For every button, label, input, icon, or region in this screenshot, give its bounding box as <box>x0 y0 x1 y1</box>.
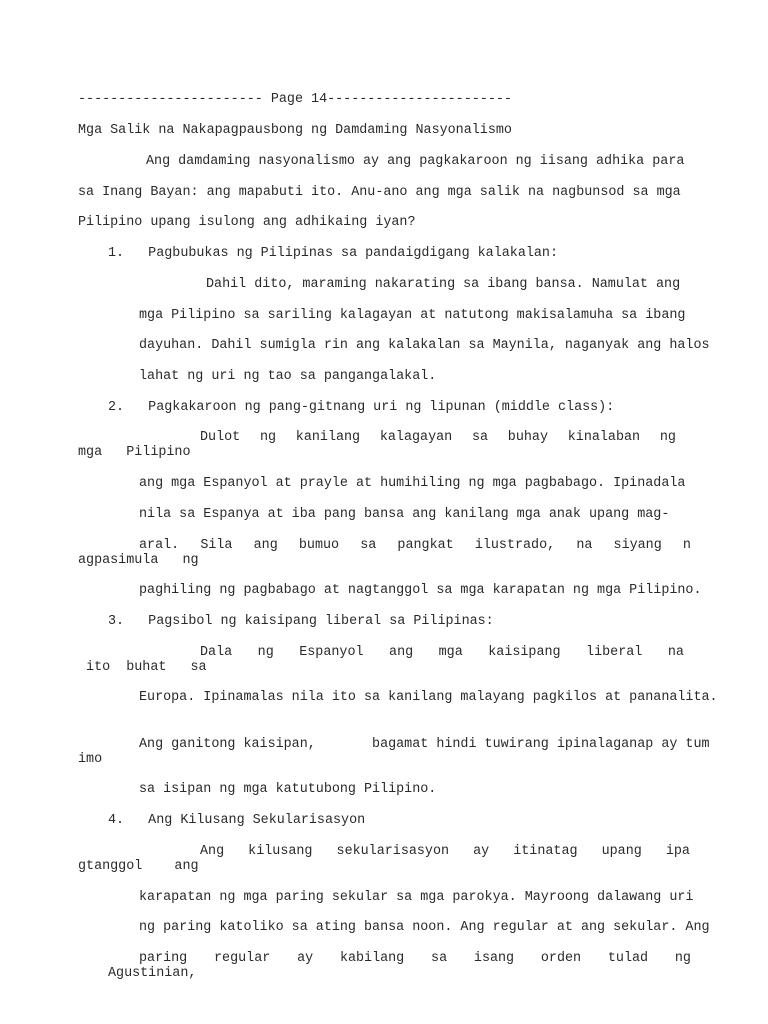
wrapped-line: imo <box>78 752 103 767</box>
justified-line: aral. Sila ang bumuo sa pangkat ilustrado, na siyang n <box>139 538 691 553</box>
wrapped-line: Agustinian, <box>108 966 197 981</box>
paragraph-line: sa Inang Bayan: ang mapabuti ito. Anu-ano ang mga salik na nagbunsod sa mga <box>78 185 681 200</box>
page-header: ----------------------- Page 14----------------------- <box>78 92 512 107</box>
paragraph-line: karapatan ng mga paring sekular sa mga parokya. Mayroong dalawang uri <box>139 890 694 905</box>
justified-line: Dala ng Espanyol ang mga kaisipang liberal na <box>200 645 684 660</box>
list-item-heading: 2. Pagkakaroon ng pang-gitnang uri ng lipunan (middle class): <box>108 400 615 415</box>
paragraph-line: sa isipan ng mga katutubong Pilipino. <box>139 782 437 797</box>
justified-line: paring regular ay kabilang sa isang orden tulad ng <box>139 951 691 966</box>
paragraph-line: ng paring katoliko sa ating bansa noon. Ang regular at ang sekular. Ang <box>139 920 710 935</box>
paragraph-line: nila sa Espanya at iba pang bansa ang kanilang mga anak upang mag- <box>139 507 670 522</box>
paragraph-line: Europa. Ipinamalas nila ito sa kanilang malayang pagkilos at pananalita. <box>139 690 718 705</box>
paragraph-line: Ang damdaming nasyonalismo ay ang pagkakaroon ng iisang adhika para <box>146 154 685 169</box>
wrapped-line: mga Pilipino <box>78 445 191 460</box>
list-item-heading: 4. Ang Kilusang Sekularisasyon <box>108 813 366 828</box>
paragraph-line: ang mga Espanyol at prayle at humihiling ng mga pagbabago. Ipinadala <box>139 476 686 491</box>
justified-line: Dulot ng kanilang kalagayan sa buhay kinalaban ng <box>200 430 676 445</box>
wrapped-line: ito buhat sa <box>78 660 207 675</box>
wrapped-line: agpasimula ng <box>78 553 199 568</box>
paragraph-line: lahat ng uri ng tao sa pangangalakal. <box>139 369 437 384</box>
justified-line: Ang kilusang sekularisasyon ay itinatag upang ipa <box>200 844 690 859</box>
paragraph-line: Dahil dito, maraming nakarating sa ibang bansa. Namulat ang <box>206 277 681 292</box>
wrapped-line: gtanggol ang <box>78 859 199 874</box>
paragraph-line: Pilipino upang isulong ang adhikaing iyan? <box>78 215 416 230</box>
paragraph-line: paghiling ng pagbabago at nagtanggol sa mga karapatan ng mga Pilipino. <box>139 583 702 598</box>
document-title: Mga Salik na Nakapagpausbong ng Damdaming Nasyonalismo <box>78 123 512 138</box>
list-item-heading: 1. Pagbubukas ng Pilipinas sa pandaigdigang kalakalan: <box>108 246 558 261</box>
paragraph-line: Ang ganitong kaisipan, bagamat hindi tuwirang ipinalaganap ay tum <box>139 737 710 752</box>
paragraph-line: mga Pilipino sa sariling kalagayan at natutong makisalamuha sa ibang <box>139 308 686 323</box>
list-item-heading: 3. Pagsibol ng kaisipang liberal sa Pilipinas: <box>108 614 494 629</box>
paragraph-line: dayuhan. Dahil sumigla rin ang kalakalan sa Maynila, naganyak ang halos <box>139 338 710 353</box>
